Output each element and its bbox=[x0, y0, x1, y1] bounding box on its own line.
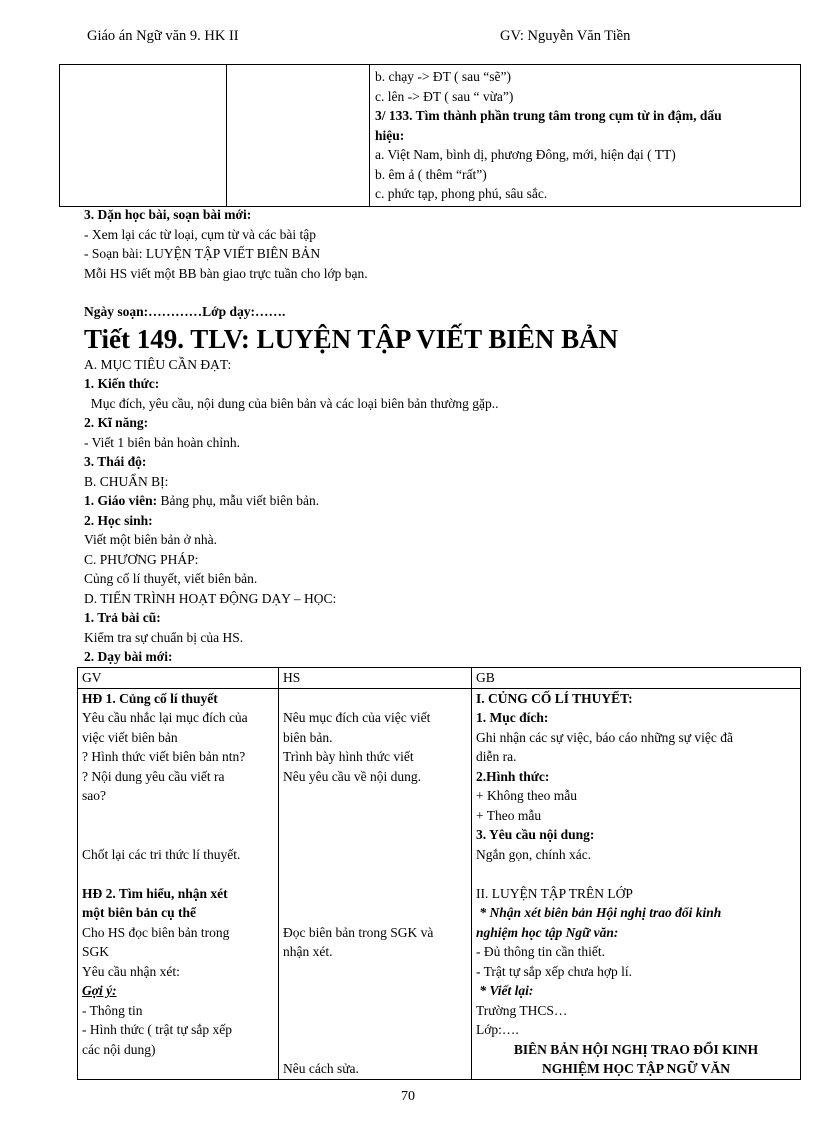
student-prep-text: Viết một biên bản ở nhà. bbox=[84, 532, 218, 547]
lesson-title: Tiết 149. TLV: LUYỆN TẬP VIẾT BIÊN BẢN bbox=[84, 323, 619, 354]
board-line: Trường THCS… bbox=[476, 1002, 568, 1018]
method-text: Củng cố lí thuyết, viết biên bản. bbox=[84, 571, 258, 586]
review-text: Kiểm tra sự chuẩn bị của HS. bbox=[84, 629, 244, 645]
lesson-body bbox=[84, 205, 800, 667]
review-note-heading-cont: nghiệm học tập Ngữ văn: bbox=[476, 924, 619, 940]
attitude-heading: 3. Thái độ: bbox=[84, 454, 147, 469]
form-heading: 2.Hình thức: bbox=[476, 768, 550, 784]
board-line: Ngắn gọn, chính xác. bbox=[476, 846, 592, 862]
skills-heading: 2. Kĩ năng: bbox=[84, 415, 149, 430]
student-activities-cell bbox=[279, 688, 472, 1079]
student-line: Đọc biên bản trong SGK và bbox=[283, 924, 434, 940]
exercise-heading: 3/ 133. Tìm thành phần trung tâm trong cụm từ in đậm, dấu bbox=[375, 108, 722, 123]
minutes-title: BIÊN BẢN HỘI NGHỊ TRAO ĐỔI KINH bbox=[513, 1041, 759, 1057]
teacher-line: - Thông tin bbox=[82, 1002, 143, 1018]
homework-item: - Xem lại các từ loại, cụm từ và các bài tập bbox=[84, 226, 317, 242]
student-line: Nêu mục đích của việc viết bbox=[283, 710, 431, 725]
student-line: Trình bày hình thức viết bbox=[283, 749, 414, 764]
homework-item: - Soạn bài: LUYỆN TẬP VIẾT BIÊN BẢN bbox=[84, 246, 321, 261]
exercise-line: b. chạy -> ĐT ( sau “sẽ”) bbox=[375, 69, 511, 84]
teacher-activities-cell bbox=[78, 688, 279, 1079]
homework-heading: 3. Dặn học bài, soạn bài mới: bbox=[84, 207, 252, 222]
knowledge-heading: 1. Kiến thức: bbox=[84, 376, 160, 391]
board-line: + Theo mẫu bbox=[476, 807, 542, 823]
activity-2-heading: HĐ 2. Tìm hiểu, nhận xét bbox=[82, 885, 228, 901]
header-teacher-name: GV: Nguyễn Văn Tiền bbox=[500, 28, 631, 44]
teacher-line: - Hình thức ( trật tự sắp xếp bbox=[82, 1022, 232, 1037]
page-header bbox=[87, 27, 727, 49]
teacher-line: Cho HS đọc biên bản trong bbox=[82, 924, 230, 940]
section-d-heading: D. TIẾN TRÌNH HOẠT ĐỘNG DẠY – HỌC: bbox=[84, 590, 337, 606]
teacher-prep bbox=[84, 491, 800, 511]
exercise-heading-cont: hiệu: bbox=[375, 127, 405, 143]
teacher-line: SGK bbox=[82, 944, 110, 959]
teacher-line: ? Nội dung yêu cầu viết ra bbox=[82, 768, 225, 784]
exercise-table bbox=[59, 64, 801, 207]
teacher-line: Chốt lại các tri thức lí thuyết. bbox=[82, 846, 241, 862]
exercise-line: b. êm ả ( thêm “rất”) bbox=[375, 166, 487, 182]
new-lesson-heading: 2. Dạy bài mới: bbox=[84, 649, 173, 664]
skills-text: - Viết 1 biên bản hoàn chỉnh. bbox=[84, 434, 241, 450]
student-line: biên bản. bbox=[283, 729, 333, 745]
date-line: Ngày soạn:…………Lớp dạy:……. bbox=[84, 304, 286, 319]
homework-item: Mỗi HS viết một BB bàn giao trực tuần cho lớp bạn. bbox=[84, 265, 368, 281]
purpose-heading: 1. Mục đích: bbox=[476, 710, 549, 725]
exercise-table-empty-cell bbox=[60, 65, 227, 207]
teacher-line: Yêu cầu nhận xét: bbox=[82, 963, 180, 979]
page-number: 70 bbox=[401, 1089, 415, 1104]
rewrite-heading: * Viết lại: bbox=[476, 983, 534, 998]
student-line: nhận xét. bbox=[283, 944, 333, 959]
column-header-gb: GB bbox=[472, 668, 801, 689]
header-course-title: Giáo án Ngữ văn 9. HK II bbox=[87, 28, 239, 44]
column-header-gv: GV bbox=[78, 668, 279, 689]
review-note-heading: * Nhận xét biên bản Hội nghị trao đổi kinh bbox=[476, 905, 722, 920]
content-heading: 3. Yêu cầu nội dung: bbox=[476, 827, 595, 842]
teacher-line: Yêu cầu nhắc lại mục đích của bbox=[82, 710, 248, 725]
column-header-hs: HS bbox=[279, 668, 472, 689]
exercise-table-content-cell bbox=[370, 65, 801, 207]
teacher-line: sao? bbox=[82, 788, 106, 803]
student-line: Nêu yêu cầu về nội dung. bbox=[283, 768, 421, 784]
student-prep-heading: 2. Học sinh: bbox=[84, 512, 153, 528]
board-line: Lớp:…. bbox=[476, 1022, 519, 1037]
board-notes-cell bbox=[472, 688, 801, 1079]
activity-1-heading: HĐ 1. Củng cố lí thuyết bbox=[82, 690, 218, 706]
board-line: - Trật tự sắp xếp chưa hợp lí. bbox=[476, 963, 633, 979]
activity-2-heading-cont: một biên bản cụ thể bbox=[82, 905, 197, 920]
part-1-heading: I. CỦNG CỐ LÍ THUYẾT: bbox=[476, 690, 633, 706]
exercise-line: a. Việt Nam, bình dị, phương Đông, mới, hiện đại ( TT) bbox=[375, 147, 676, 162]
student-line: Nêu cách sửa. bbox=[283, 1061, 359, 1076]
board-line: diễn ra. bbox=[476, 749, 517, 764]
exercise-line: c. lên -> ĐT ( sau “ vừa”) bbox=[375, 88, 514, 104]
exercise-table-empty-cell bbox=[227, 65, 370, 207]
board-line: Ghi nhận các sự việc, báo cáo những sự việc đã bbox=[476, 729, 733, 745]
teacher-line: ? Hình thức viết biên bản ntn? bbox=[82, 749, 246, 764]
review-heading: 1. Trả bài cũ: bbox=[84, 610, 161, 625]
exercise-line: c. phức tạp, phong phú, sâu sắc. bbox=[375, 186, 548, 201]
hint-label: Gợi ý: bbox=[82, 983, 117, 998]
minutes-title-cont: NGHIỆM HỌC TẬP NGỮ VĂN bbox=[541, 1061, 730, 1076]
section-a-heading: A. MỤC TIÊU CẦN ĐẠT: bbox=[84, 356, 232, 372]
teacher-line: việc viết biên bản bbox=[82, 729, 178, 745]
teacher-prep-label: 1. Giáo viên: bbox=[84, 493, 158, 508]
board-line: + Không theo mẫu bbox=[476, 788, 577, 803]
teacher-prep-text: Bảng phụ, mẫu viết biên bản. bbox=[157, 493, 320, 508]
teacher-line: các nội dung) bbox=[82, 1041, 156, 1057]
section-b-heading: B. CHUẨN BỊ: bbox=[84, 473, 169, 489]
knowledge-text: Mục đích, yêu cầu, nội dung của biên bản và các loại biên bản thường gặp.. bbox=[84, 395, 499, 411]
board-line: - Đủ thông tin cần thiết. bbox=[476, 944, 605, 959]
activity-table bbox=[77, 667, 801, 1080]
part-2-heading: II. LUYỆN TẬP TRÊN LỚP bbox=[476, 885, 633, 901]
section-c-heading: C. PHƯƠNG PHÁP: bbox=[84, 551, 199, 567]
